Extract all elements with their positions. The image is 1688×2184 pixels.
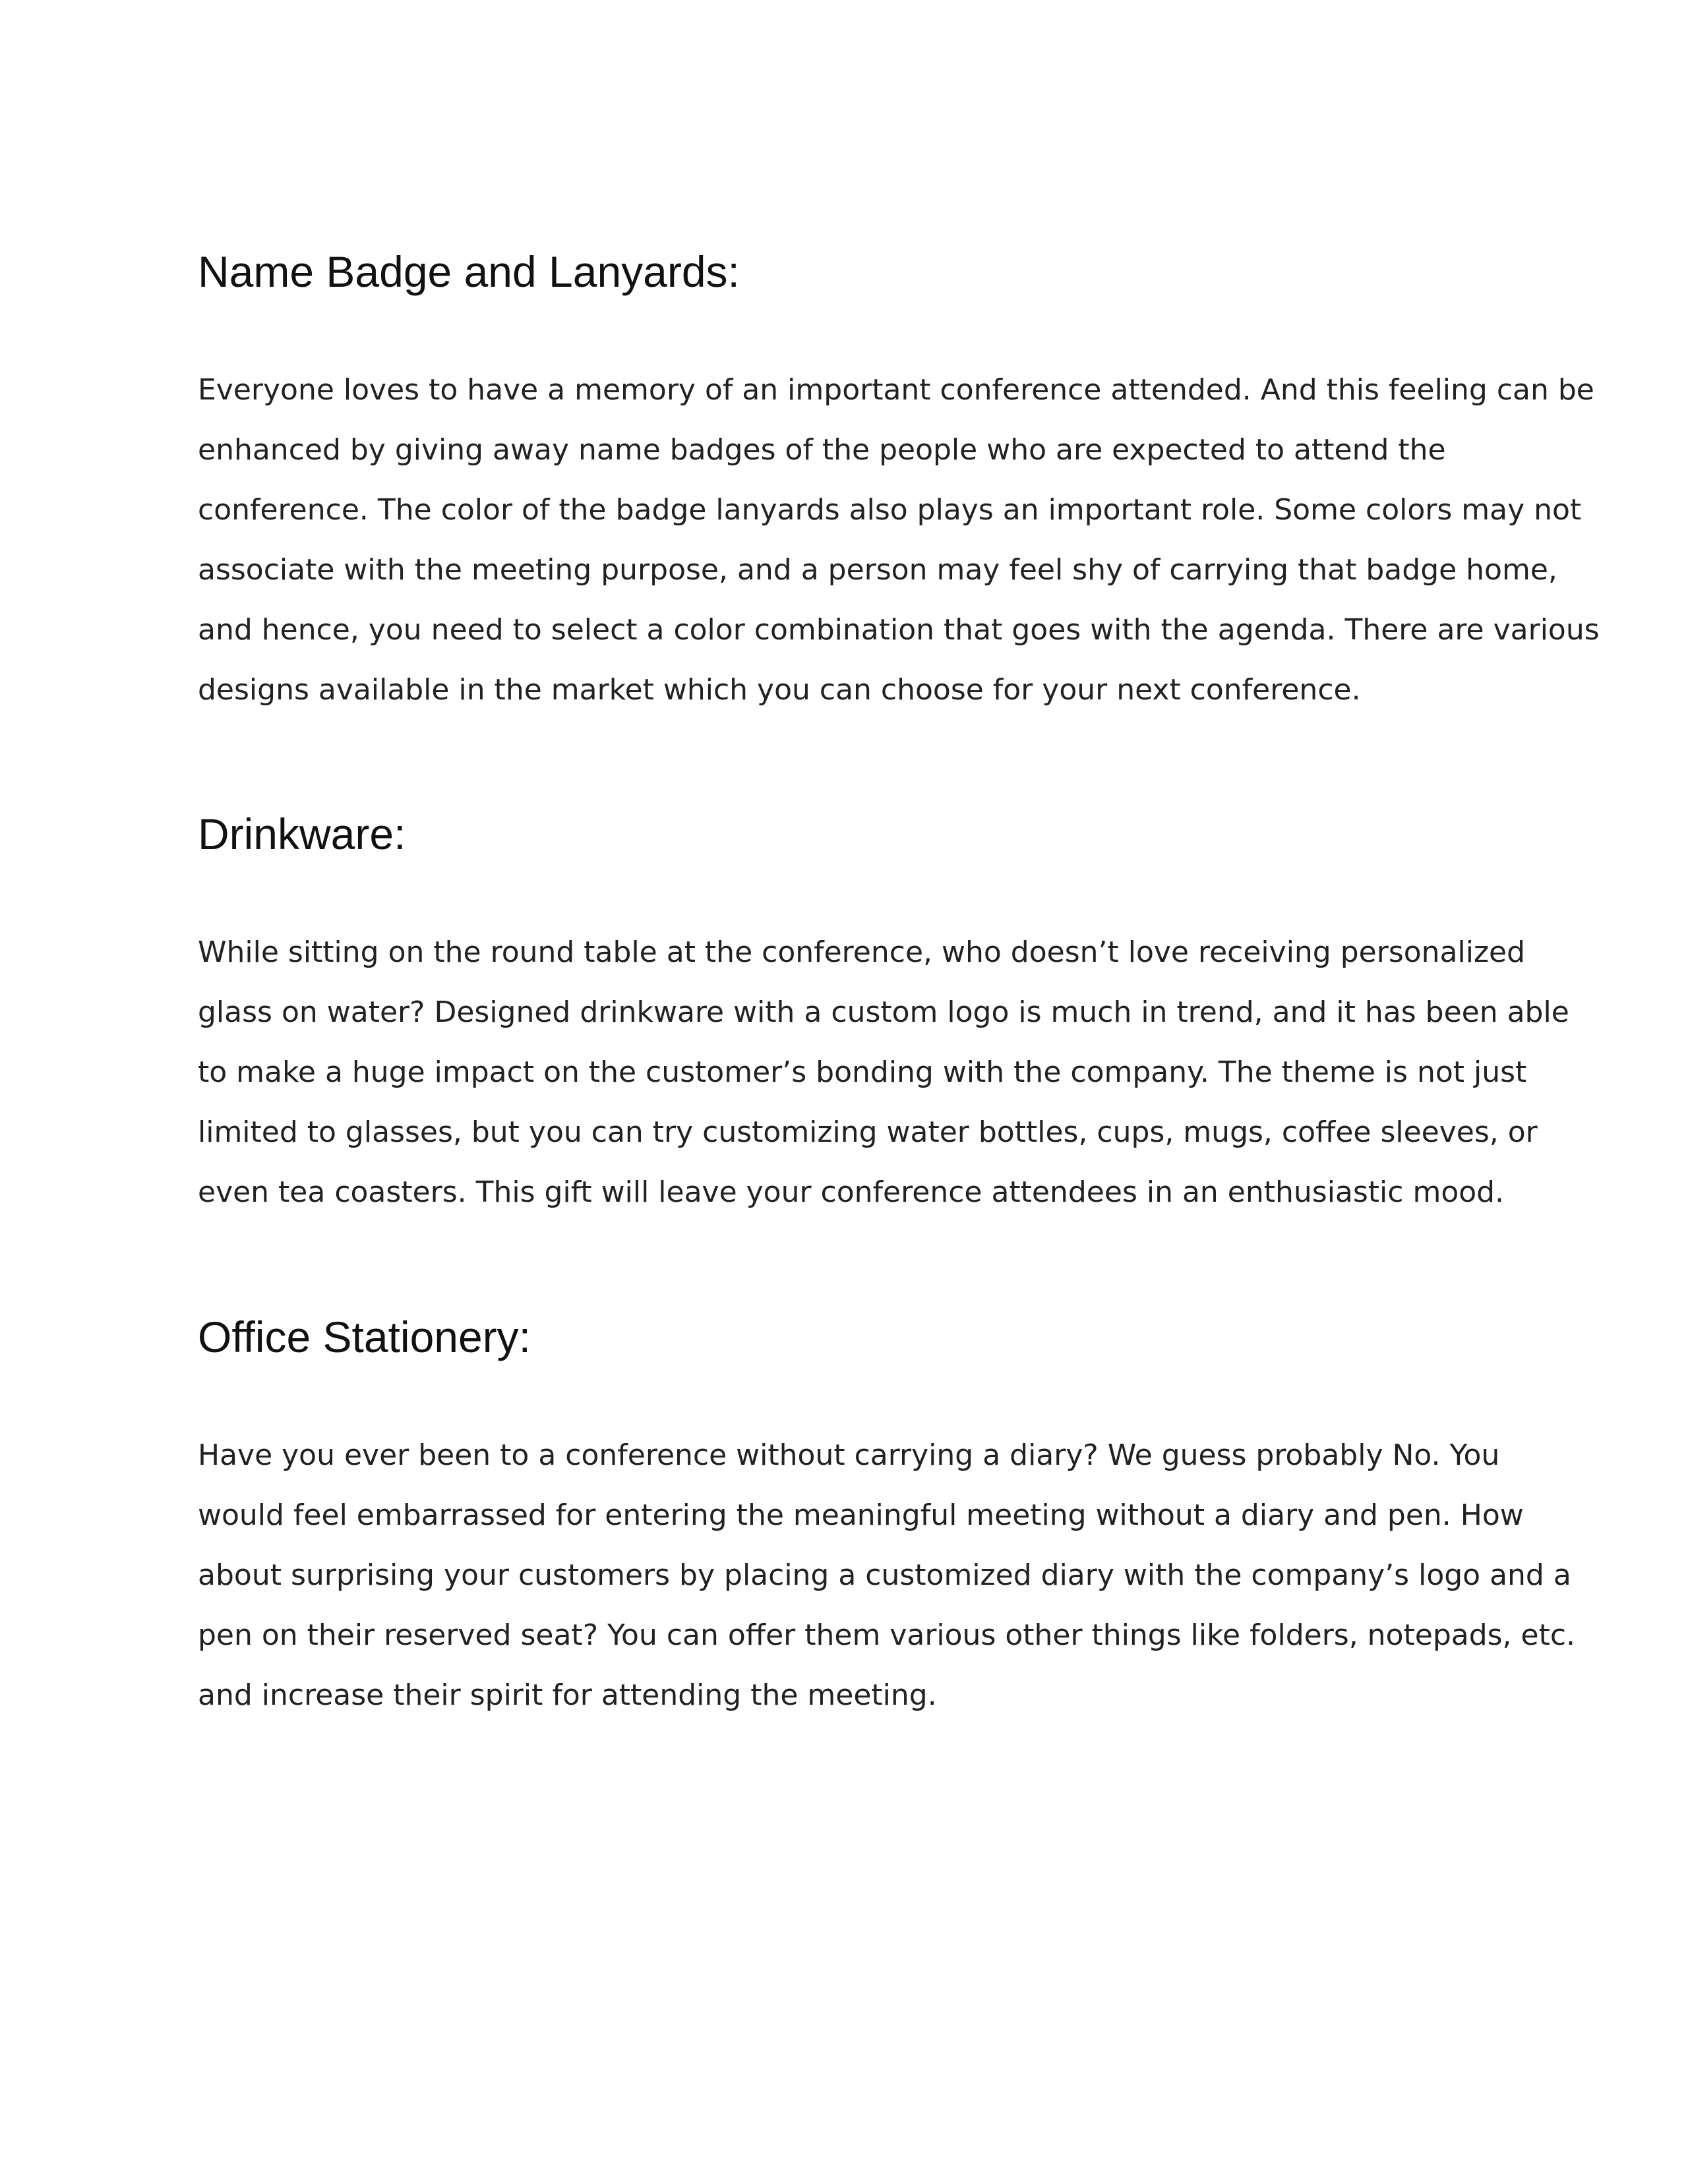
section-office-stationery [198, 1311, 1576, 1725]
paragraph-line: While sitting on the round table at the conference, who doesn’t love receiving personalized [198, 935, 1526, 969]
paragraph-line: enhanced by giving away name badges of the people who are expected to attend the [198, 433, 1446, 467]
paragraph-line: Have you ever been to a conference without carrying a diary? We guess probably No. You [198, 1438, 1500, 1472]
section-drinkware [198, 808, 1569, 1222]
paragraph-line: glass on water? Designed drinkware with a custom logo is much in trend, and it has been able [198, 995, 1569, 1029]
paragraph-line: limited to glasses, but you can try customizing water bottles, cups, mugs, coffee sleeves, or [198, 1115, 1538, 1149]
paragraph-line: even tea coasters. This gift will leave your conference attendees in an enthusiastic mood. [198, 1175, 1505, 1209]
paragraph-line: to make a huge impact on the customer’s bonding with the company. The theme is not just [198, 1055, 1527, 1089]
section-paragraph [198, 360, 1600, 720]
paragraph-line: associate with the meeting purpose, and a person may feel shy of carrying that badge home, [198, 553, 1557, 587]
paragraph-line: and hence, you need to select a color combination that goes with the agenda. There are various [198, 613, 1600, 647]
paragraph-line: conference. The color of the badge lanyards also plays an important role. Some colors may not [198, 493, 1582, 527]
section-heading: Drinkware: [198, 810, 406, 858]
section-heading: Name Badge and Lanyards: [198, 247, 740, 296]
section-paragraph [198, 922, 1569, 1222]
paragraph-line: about surprising your customers by placing a customized diary with the company’s logo and a [198, 1558, 1571, 1592]
paragraph-line: and increase their spirit for attending the meeting. [198, 1678, 937, 1712]
section-name-badge-and-lanyards [198, 245, 1600, 720]
section-paragraph [198, 1425, 1576, 1725]
paragraph-line: pen on their reserved seat? You can offer them various other things like folders, notepads, etc. [198, 1618, 1576, 1652]
paragraph-line: designs available in the market which you can choose for your next conference. [198, 673, 1361, 707]
section-heading: Office Stationery: [198, 1313, 531, 1361]
paragraph-line: would feel embarrassed for entering the meaningful meeting without a diary and pen. How [198, 1498, 1524, 1532]
paragraph-line: Everyone loves to have a memory of an important conference attended. And this feeling can be [198, 373, 1594, 407]
